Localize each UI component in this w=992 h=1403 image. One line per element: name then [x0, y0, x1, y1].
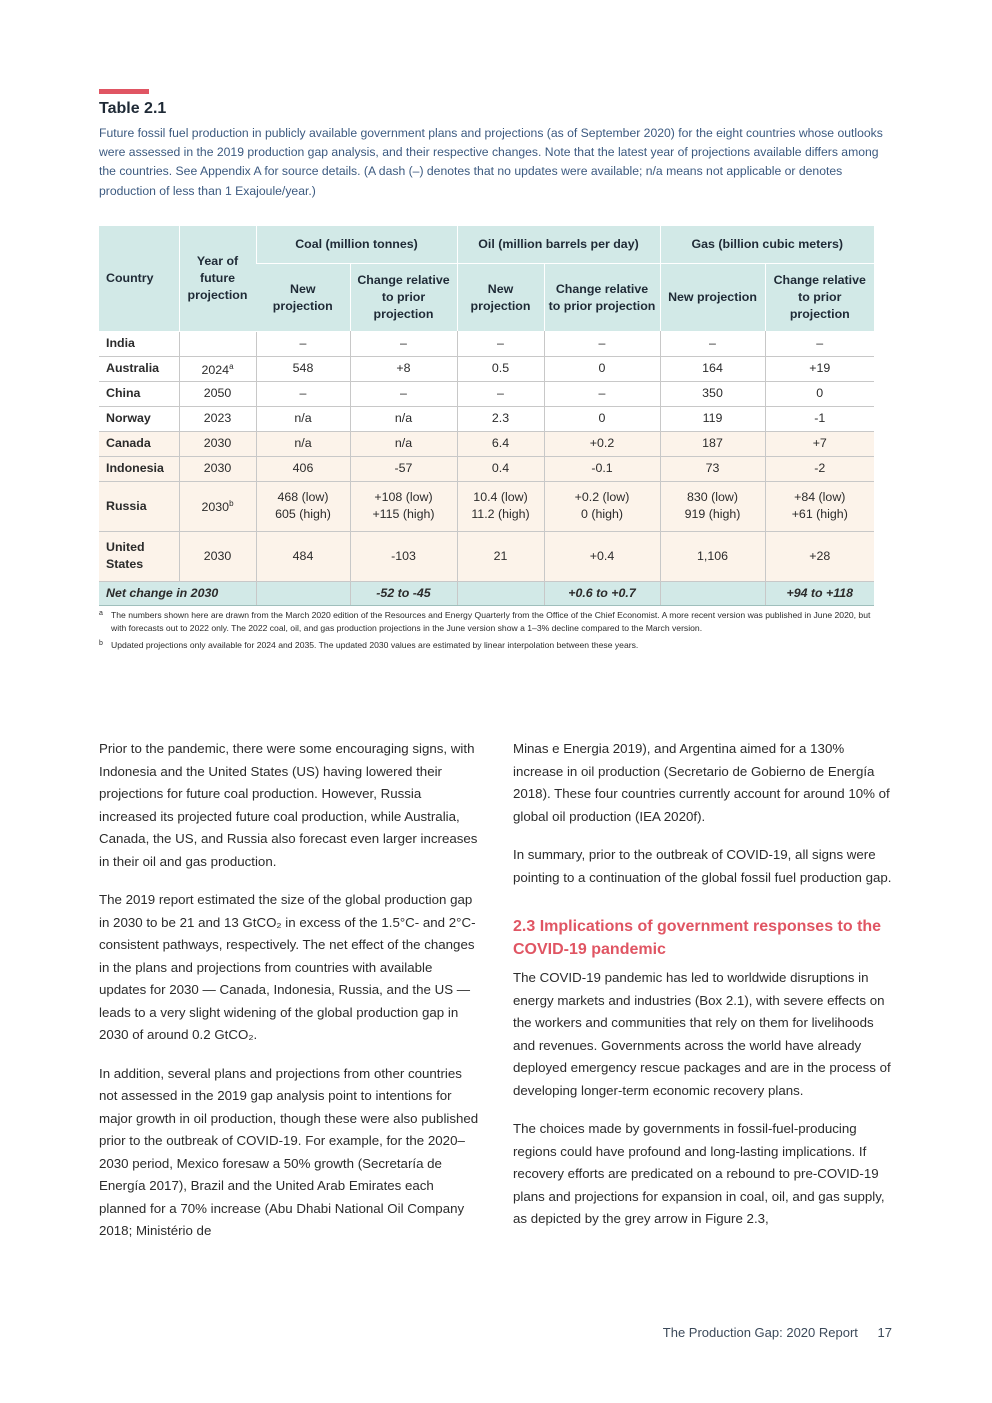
coal-change-cell: n/a: [350, 406, 457, 431]
oil-new-cell: 0.5: [457, 356, 544, 381]
net-gas-value: +94 to +118: [765, 581, 874, 605]
header-coal: Coal (million tonnes): [256, 226, 457, 264]
paragraph: In summary, prior to the outbreak of COVID-19, all signs were pointing to a continuation of the global fossil fuel production gap.: [513, 847, 892, 885]
coal-change-cell: +8: [350, 356, 457, 381]
year-cell: 2023: [179, 406, 256, 431]
year-cell: [179, 331, 256, 356]
gas-change-cell: -1: [765, 406, 874, 431]
oil-change-cell: –: [544, 331, 660, 356]
country-cell: United States: [99, 531, 179, 581]
oil-change-cell: +0.4: [544, 531, 660, 581]
gas-new-cell: 119: [660, 406, 765, 431]
table-row: [99, 481, 874, 531]
table-footnotes: [99, 609, 874, 656]
footnote-text: Updated projections only available for 2024 and 2035. The updated 2030 values are estimated by linear interpolation between these years.: [111, 640, 639, 650]
gas-change-cell: +84 (low) +61 (high): [765, 481, 874, 531]
header-oil: Oil (million barrels per day): [457, 226, 660, 264]
coal-new-cell: 548: [256, 356, 350, 381]
table-row: [99, 431, 874, 456]
country-cell: Russia: [99, 481, 179, 531]
net-oil-empty: [457, 581, 544, 605]
year-cell: 2030$^b$: [179, 481, 256, 531]
oil-change-cell: -0.1: [544, 456, 660, 481]
year-cell: 2030: [179, 531, 256, 581]
oil-new-cell: 21: [457, 531, 544, 581]
coal-change-cell: n/a: [350, 431, 457, 456]
oil-change-cell: –: [544, 381, 660, 406]
header-gas-new: New projection: [660, 264, 765, 332]
coal-change-cell: -57: [350, 456, 457, 481]
table-row: [99, 456, 874, 481]
footnote-mark: b: [99, 640, 103, 647]
coal-change-cell: -103: [350, 531, 457, 581]
paragraph: The choices made by governments in fossil-fuel-producing regions could have profound and long-lasting implications. If recovery efforts are predicated on a rebound to pre-COVID-19 plans and projections for expansion in coal, oil, and gas supply, as depicted by the grey arrow in Figure 2.3,: [513, 1121, 885, 1226]
year-cell: 2024$^a$: [179, 356, 256, 381]
net-coal-empty: [256, 581, 350, 605]
oil-new-cell: 10.4 (low) 11.2 (high): [457, 481, 544, 531]
coal-new-cell: 484: [256, 531, 350, 581]
table-row: [99, 356, 874, 381]
page-number: 17: [877, 1325, 892, 1340]
country-cell: Canada: [99, 431, 179, 456]
paragraph: In addition, several plans and projections from other countries not assessed in the 2019 gap analysis point to intentions for major growth in oil production, though these were also published prior to the outbreak of COVID-19. For example, for the 2020–2030 period, Mexico foresaw a 50% growth (Secretaría de Energía 2017), Brazil and the United Arab Emirates each planned for a 70% increase (Abu Dhabi National Oil Company 2018; Ministério de: [99, 1065, 479, 1238]
gas-change-cell: 0: [765, 381, 874, 406]
gas-new-cell: 164: [660, 356, 765, 381]
section-heading: 2.3 Implications of government responses to the COVID-19 pandemic: [513, 918, 882, 958]
gas-new-cell: 1,106: [660, 531, 765, 581]
report-name: The Production Gap: 2020 Report: [662, 1325, 858, 1340]
gas-change-cell: +28: [765, 531, 874, 581]
header-gas: Gas (billion cubic meters): [660, 226, 874, 264]
body-column-left: [99, 738, 481, 1259]
net-coal-value: -52 to -45: [350, 581, 457, 605]
table-row: [99, 406, 874, 431]
body-column-right: [513, 738, 895, 1247]
oil-new-cell: –: [457, 381, 544, 406]
coal-new-cell: n/a: [256, 431, 350, 456]
table-row: [99, 531, 874, 581]
production-table: [99, 226, 874, 606]
coal-new-cell: –: [256, 381, 350, 406]
gas-change-cell: +19: [765, 356, 874, 381]
header-year: Year of future projection: [179, 226, 256, 331]
coal-change-cell: +108 (low) +115 (high): [350, 481, 457, 531]
accent-bar: [99, 89, 149, 94]
oil-change-cell: 0: [544, 356, 660, 381]
header-country: Country: [99, 226, 179, 331]
coal-new-cell: 406: [256, 456, 350, 481]
footnote-b: [99, 639, 874, 652]
country-cell: Australia: [99, 356, 179, 381]
coal-change-cell: –: [350, 381, 457, 406]
oil-change-cell: +0.2 (low) 0 (high): [544, 481, 660, 531]
coal-new-cell: n/a: [256, 406, 350, 431]
oil-change-cell: +0.2: [544, 431, 660, 456]
gas-new-cell: 350: [660, 381, 765, 406]
coal-new-cell: 468 (low) 605 (high): [256, 481, 350, 531]
country-cell: China: [99, 381, 179, 406]
gas-new-cell: 830 (low) 919 (high): [660, 481, 765, 531]
header-oil-new: New projection: [457, 264, 544, 332]
net-oil-value: +0.6 to +0.7: [544, 581, 660, 605]
coal-new-cell: –: [256, 331, 350, 356]
gas-new-cell: –: [660, 331, 765, 356]
page-footer: [663, 1325, 892, 1340]
gas-change-cell: -2: [765, 456, 874, 481]
country-cell: Norway: [99, 406, 179, 431]
oil-new-cell: 0.4: [457, 456, 544, 481]
country-cell: Indonesia: [99, 456, 179, 481]
country-cell: India: [99, 331, 179, 356]
header-oil-change: Change relative to prior projection: [544, 264, 660, 332]
net-gas-empty: [660, 581, 765, 605]
footnote-ref-a: a: [229, 361, 234, 371]
paragraph: The COVID-19 pandemic has led to worldwide disruptions in energy markets and industries (Box 2.1), with severe effects on the workers and communities that rely on them for livelihoods and revenues. Governments across the world have already deployed emergency rescue packages and are in the process of developing longer-term economic recovery plans.: [513, 970, 891, 1098]
coal-change-cell: –: [350, 331, 457, 356]
oil-new-cell: 6.4: [457, 431, 544, 456]
year-cell: 2030: [179, 456, 256, 481]
gas-change-cell: +7: [765, 431, 874, 456]
paragraph: Minas e Energia 2019), and Argentina aimed for a 130% increase in oil production (Secretario de Gobierno de Energía 2018). These four countries currently account for around 10% of global oil production (IEA 2020f).: [513, 741, 890, 824]
table-title: Table 2.1: [99, 100, 167, 117]
oil-new-cell: –: [457, 331, 544, 356]
footnote-text: The numbers shown here are drawn from the March 2020 edition of the Resources and Energy Quarterly from the Office of the Chief Economist. A more recent version was published in June 2020, but with forecasts out to 2022 only. The 2022 coal, oil, and gas production projections in the June version show a 1–3% decline compared to the March version.: [111, 610, 871, 633]
table-row: [99, 331, 874, 356]
net-change-row: [99, 581, 874, 605]
net-change-label: Net change in 2030: [99, 581, 256, 605]
header-gas-change: Change relative to prior projection: [765, 264, 874, 332]
paragraph: The 2019 report estimated the size of the global production gap in 2030 to be 21 and 13 GtCO₂ in excess of the 1.5°C- and 2°C-consistent pathways, respectively. The net effect of the changes in the plans and projections from countries with available updates for 2030 — Canada, Indonesia, Russia, and the US — leads to a very slight widening of the global production gap in 2030 of around 0.2 GtCO₂.: [99, 892, 476, 1042]
footnote-mark: a: [99, 610, 103, 617]
gas-change-cell: –: [765, 331, 874, 356]
oil-change-cell: 0: [544, 406, 660, 431]
gas-new-cell: 187: [660, 431, 765, 456]
footnote-ref-b: b: [229, 499, 234, 509]
gas-new-cell: 73: [660, 456, 765, 481]
table-caption: Future fossil fuel production in publicly available government plans and projections (as of September 2020) for the eight countries whose outlooks were assessed in the 2019 production gap analysis, and their respective changes. Note that the latest year of projections available differs among the countries. See Appendix A for source details. (A dash (–) denotes that no updates were available; n/a means not applicable or denotes production of less than 1 Exajoule/year.): [99, 126, 883, 198]
paragraph: Prior to the pandemic, there were some encouraging signs, with Indonesia and the United States (US) having lowered their projections for future coal production. However, Russia increased its projected future coal production, while Australia, Canada, the US, and Russia also forecast even larger increases in their oil and gas production.: [99, 741, 478, 869]
year-cell: 2050: [179, 381, 256, 406]
table-row: [99, 381, 874, 406]
header-coal-change: Change relative to prior projection: [350, 264, 457, 332]
footnote-a: [99, 609, 874, 635]
year-cell: 2030: [179, 431, 256, 456]
header-coal-new: New projection: [256, 264, 350, 332]
oil-new-cell: 2.3: [457, 406, 544, 431]
